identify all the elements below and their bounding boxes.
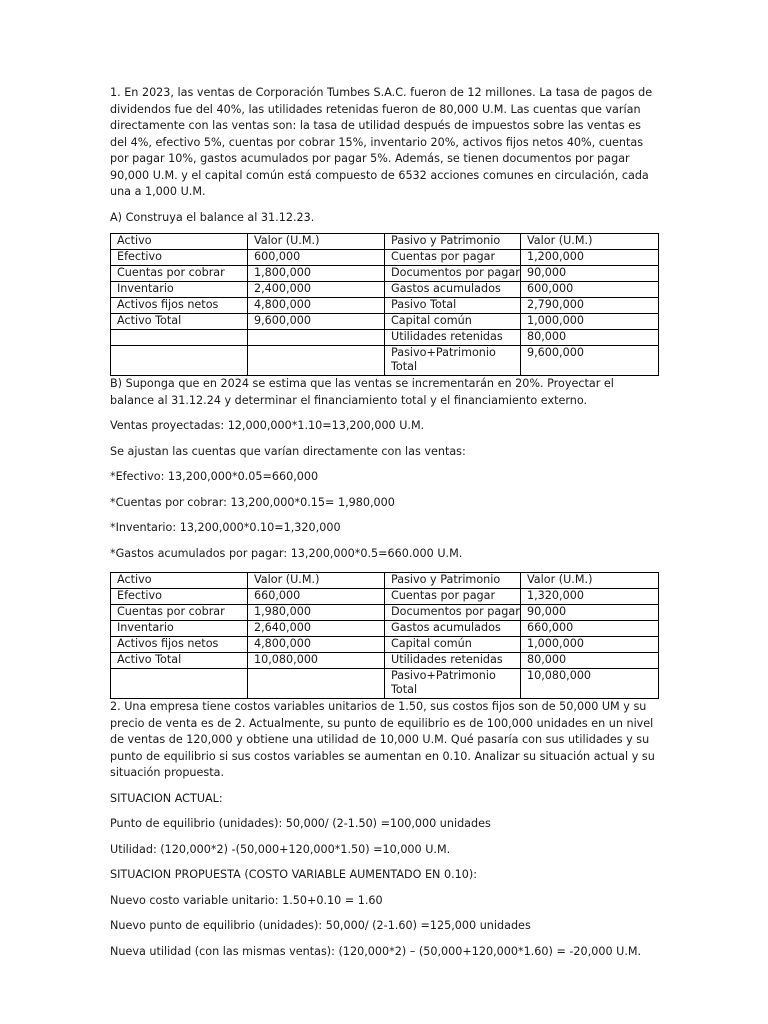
table-cell: 660,000 bbox=[248, 589, 385, 605]
table-cell: 9,600,000 bbox=[521, 346, 659, 376]
table-row bbox=[111, 637, 659, 653]
header-cell: Pasivo y Patrimonio bbox=[385, 573, 521, 589]
adjustment-line: *Inventario: 13,200,000*0.10=1,320,000 bbox=[110, 521, 341, 534]
table-row bbox=[111, 621, 659, 637]
table-cell: 1,980,000 bbox=[248, 605, 385, 621]
table-row bbox=[111, 282, 659, 298]
table-cell: 660,000 bbox=[521, 621, 659, 637]
table-cell: 1,200,000 bbox=[521, 250, 659, 266]
adjustment-line: *Efectivo: 13,200,000*0.05=660,000 bbox=[110, 470, 319, 483]
part-a-heading: A) Construya el balance al 31.12.23. bbox=[110, 210, 315, 224]
table-row bbox=[111, 250, 659, 266]
table-cell: 9,600,000 bbox=[248, 314, 385, 330]
header-cell: Valor (U.M.) bbox=[521, 573, 659, 589]
table-cell: Cuentas por cobrar bbox=[111, 266, 248, 282]
balance-table-2024 bbox=[110, 572, 659, 699]
table-cell bbox=[111, 346, 248, 376]
table-cell: 80,000 bbox=[521, 653, 659, 669]
table-row bbox=[111, 605, 659, 621]
adjustment-line: *Gastos acumulados por pagar: 13,200,000*0.5=660.000 U.M. bbox=[110, 546, 463, 560]
table-cell: 1,000,000 bbox=[521, 637, 659, 653]
table-cell: Cuentas por pagar bbox=[385, 250, 521, 266]
table-cell: 4,800,000 bbox=[248, 298, 385, 314]
header-cell: Valor (U.M.) bbox=[248, 573, 385, 589]
table-header-row bbox=[111, 234, 659, 250]
table-cell: Utilidades retenidas bbox=[385, 653, 521, 669]
document-page bbox=[110, 85, 658, 969]
table-row bbox=[111, 346, 659, 376]
current-profit: Utilidad: (120,000*2) -(50,000+120,000*1.50) =10,000 U.M. bbox=[110, 842, 451, 856]
table-cell: 1,320,000 bbox=[521, 589, 659, 605]
table-cell: Cuentas por cobrar bbox=[111, 605, 248, 621]
table-cell: Efectivo bbox=[111, 589, 248, 605]
table-cell: Efectivo bbox=[111, 250, 248, 266]
table-cell: Capital común bbox=[385, 637, 521, 653]
table-cell: Activos fijos netos bbox=[111, 298, 248, 314]
new-variable-cost: Nuevo costo variable unitario: 1.50+0.10 = 1.60 bbox=[110, 893, 383, 907]
table-cell bbox=[248, 330, 385, 346]
table-cell: 2,640,000 bbox=[248, 621, 385, 637]
table-row bbox=[111, 669, 659, 699]
table-cell: 10,080,000 bbox=[521, 669, 659, 699]
header-cell: Activo bbox=[111, 573, 248, 589]
header-cell: Pasivo y Patrimonio bbox=[385, 234, 521, 250]
table-row bbox=[111, 330, 659, 346]
table-cell: Documentos por pagar bbox=[385, 605, 521, 621]
header-cell: Valor (U.M.) bbox=[521, 234, 659, 250]
table-cell: Pasivo+Patrimonio Total bbox=[385, 669, 521, 699]
table-cell bbox=[248, 669, 385, 699]
table-row bbox=[111, 298, 659, 314]
header-cell: Valor (U.M.) bbox=[248, 234, 385, 250]
table-cell: 2,400,000 bbox=[248, 282, 385, 298]
table-cell: Utilidades retenidas bbox=[385, 330, 521, 346]
table-cell: Cuentas por pagar bbox=[385, 589, 521, 605]
table-cell: Gastos acumulados bbox=[385, 282, 521, 298]
table-cell: Pasivo+Patrimonio Total bbox=[385, 346, 521, 376]
table-cell: 1,800,000 bbox=[248, 266, 385, 282]
table-header-row bbox=[111, 573, 659, 589]
table-cell: 10,080,000 bbox=[248, 653, 385, 669]
table-cell: Gastos acumulados bbox=[385, 621, 521, 637]
current-breakeven: Punto de equilibrio (unidades): 50,000/ (2-1.50) =100,000 unidades bbox=[110, 817, 491, 830]
table-cell: 80,000 bbox=[521, 330, 659, 346]
table-row bbox=[111, 653, 659, 669]
table-cell: Documentos por pagar bbox=[385, 266, 521, 282]
header-cell: Activo bbox=[111, 234, 248, 250]
table-cell: 2,790,000 bbox=[521, 298, 659, 314]
current-situation-heading: SITUACION ACTUAL: bbox=[110, 791, 223, 805]
problem1-statement: 1. En 2023, las ventas de Corporación Tumbes S.A.C. fueron de 12 millones. La tasa de pagos de dividendos fue del 40%, las utilidades retenidas fueron de 80,000 U.M. Las cuentas que varían directamente con las ventas son: la tasa de utilidad después de impuestos sobre las ventas es del 4%, efectivo 5%, cuentas por cobrar 15%, inventario 20%, activos fijos netos 40%, cuentas por pagar 10%, gastos acumulados por pagar 5%. Además, se tienen documentos por pagar 90,000 U.M. y el capital común está compuesto de 6532 acciones comunes en circulación, cada una a 1,000 U.M. bbox=[110, 86, 653, 198]
new-profit: Nueva utilidad (con las mismas ventas): (120,000*2) – (50,000+120,000*1.60) = -20,000 U.M. bbox=[110, 944, 642, 958]
table-row bbox=[111, 266, 659, 282]
table-cell: Inventario bbox=[111, 282, 248, 298]
table-cell: Inventario bbox=[111, 621, 248, 637]
table-cell: Activo Total bbox=[111, 653, 248, 669]
table-row bbox=[111, 589, 659, 605]
adjustment-line: *Cuentas por cobrar: 13,200,000*0.15= 1,980,000 bbox=[110, 495, 395, 509]
part-b-heading: B) Suponga que en 2024 se estima que las ventas se incrementarán en 20%. Proyectar el balance al 31.12.24 y determinar el financiamiento total y el financiamiento externo. bbox=[110, 377, 614, 407]
table-cell: Capital común bbox=[385, 314, 521, 330]
table-cell: Pasivo Total bbox=[385, 298, 521, 314]
balance-table-2023 bbox=[110, 233, 659, 376]
new-breakeven: Nuevo punto de equilibrio (unidades): 50,000/ (2-1.60) =125,000 unidades bbox=[110, 919, 531, 932]
table-row bbox=[111, 314, 659, 330]
table-cell: 1,000,000 bbox=[521, 314, 659, 330]
adjustments-intro: Se ajustan las cuentas que varían directamente con las ventas: bbox=[110, 444, 466, 458]
problem2-statement: 2. Una empresa tiene costos variables unitarios de 1.50, sus costos fijos son de 50,000 UM y su precio de venta es de 2. Actualmente, su punto de equilibrio es de 100,000 unidades en un nivel de ventas de 120,000 y obtiene una utilidad de 10,000 U.M. Qué pasaría con sus utilidades y su punto de equilibrio si sus costos variables se aumentan en 0.10. Analizar su situación actual y su situación propuesta. bbox=[110, 700, 655, 779]
table-cell: 600,000 bbox=[521, 282, 659, 298]
table-cell bbox=[248, 346, 385, 376]
table-cell: 4,800,000 bbox=[248, 637, 385, 653]
projected-sales: Ventas proyectadas: 12,000,000*1.10=13,200,000 U.M. bbox=[110, 419, 425, 432]
table-cell: 90,000 bbox=[521, 605, 659, 621]
table-cell: Activos fijos netos bbox=[111, 637, 248, 653]
table-cell: 600,000 bbox=[248, 250, 385, 266]
table-cell bbox=[111, 669, 248, 699]
proposed-situation-heading: SITUACION PROPUESTA (COSTO VARIABLE AUMENTADO EN 0.10): bbox=[110, 868, 478, 881]
table-cell: Activo Total bbox=[111, 314, 248, 330]
table-cell: 90,000 bbox=[521, 266, 659, 282]
table-cell bbox=[111, 330, 248, 346]
